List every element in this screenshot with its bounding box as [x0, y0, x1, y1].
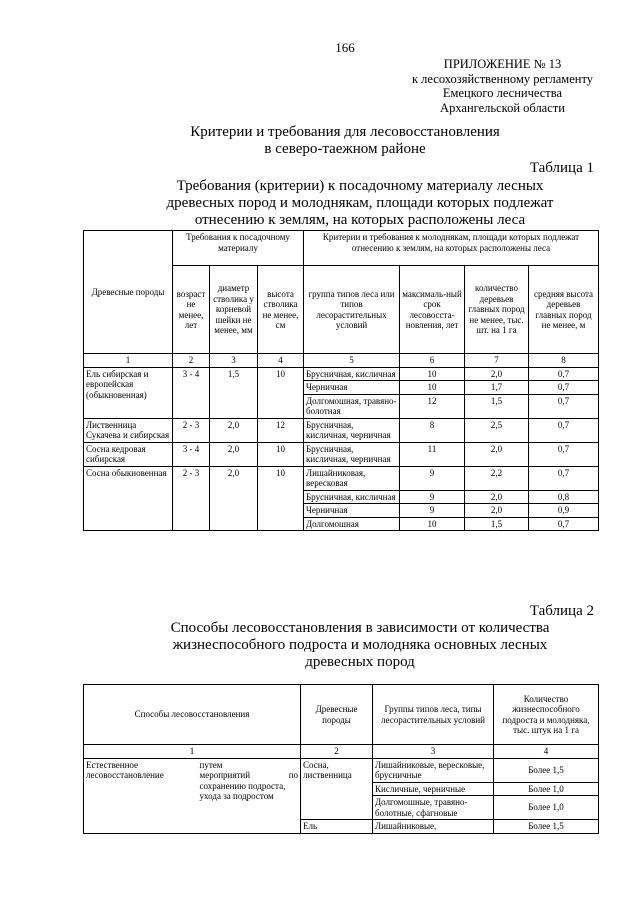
appendix-line2: Емецкого лесничества [442, 86, 563, 100]
t1-count: 2,0 [465, 504, 529, 518]
t1-species: Лиственница Сукачева и сибирская [84, 418, 173, 442]
t2-forest-group: Лишайниковые, [373, 820, 494, 834]
t1-header-young: Критерии и требования к молоднякам, площади которых подлежат отнесению к землям, на которых расположены леса [304, 231, 599, 266]
t1-colnum: 1 [84, 354, 173, 368]
t1-forest-type: Долгомошная [304, 517, 400, 531]
t2-count: Более 1,0 [494, 796, 599, 820]
t1-species: Ель сибирская и европейская (обыкновенная) [84, 367, 173, 418]
t1-forest-type: Черничная [304, 381, 400, 395]
t1-height: 12 [258, 418, 304, 442]
t1-term: 9 [400, 504, 465, 518]
t2-colnum: 1 [84, 745, 301, 759]
table2-title-line3: древесных пород [305, 654, 415, 670]
t2-header-count: Количество жизнеспособного подроста и молодняка, тыс. штук на 1 га [494, 685, 599, 745]
t2-forest-group: Кисличные, черничные [373, 782, 494, 796]
t2-method-desc-b: мероприятий [199, 770, 251, 780]
t1-term: 9 [400, 490, 465, 504]
t1-avg-height: 0,7 [529, 466, 599, 490]
t1-count: 1,5 [465, 517, 529, 531]
t1-age: 3 - 4 [173, 442, 210, 466]
t1-age: 2 - 3 [173, 418, 210, 442]
t2-method-desc-d: сохранению подроста, ухода за подростом [199, 780, 286, 801]
t2-forest-group: Долгомошные, травяно-болотные, сфагновые [373, 796, 494, 820]
t1-forest-type: Брусничная, кисличная, черничная [304, 418, 400, 442]
t1-colnum: 7 [465, 354, 529, 368]
criteria-heading [120, 124, 570, 158]
t1-avg-height: 0,7 [529, 442, 599, 466]
t2-count: Более 1,5 [494, 758, 599, 782]
t1-avg-height: 0,9 [529, 504, 599, 518]
t1-term: 10 [400, 517, 465, 531]
appendix-line1: к лесохозяйственному регламенту [411, 71, 594, 86]
appendix-line3: Архангельской области [440, 100, 565, 115]
table2-title-line1: Способы лесовосстановления в зависимости от количества [170, 620, 550, 636]
t1-term: 10 [400, 367, 465, 381]
table2-label: Таблица 2 [529, 603, 594, 619]
t1-term: 11 [400, 442, 465, 466]
t1-forest-type: Лишайниковая, вересковая [304, 466, 400, 490]
t1-colnum: 5 [304, 354, 400, 368]
table1-title [95, 178, 625, 229]
t2-method-desc-row [200, 770, 299, 781]
t1-forest-type: Брусничная, кисличная, черничная [304, 442, 400, 466]
table1-title-line1: Требования (критерии) к посадочному материалу лесных [176, 178, 544, 194]
t1-count: 2,0 [465, 442, 529, 466]
t2-header-methods: Способы лесовосстановления [84, 685, 301, 745]
t1-header-count: количество деревьев главных пород не менее, тыс. шт. на 1 га [465, 266, 529, 354]
t2-method-desc-a: путем [199, 759, 223, 770]
t1-header-diameter: диаметр стволика у корневой шейки не менее, мм [210, 266, 258, 354]
t1-avg-height: 0,7 [529, 394, 599, 418]
t2-colnum: 3 [373, 745, 494, 759]
t1-diameter: 2,0 [210, 466, 258, 531]
t1-colnum: 2 [173, 354, 210, 368]
t1-diameter: 2,0 [210, 418, 258, 442]
t1-species: Сосна обыкновенная [84, 466, 173, 531]
t1-header-forest-type: группа типов леса или типов лесорастительных условий [304, 266, 400, 354]
t2-method-desc [198, 758, 301, 833]
table2-title-line2: жизнеспособного подроста и молодняка основных лесных [172, 637, 548, 653]
t1-avg-height: 0,7 [529, 381, 599, 395]
t1-forest-type: Черничная [304, 504, 400, 518]
t1-count: 2,5 [465, 418, 529, 442]
t1-avg-height: 0,7 [529, 418, 599, 442]
t1-header-max-term: максималь-ный срок лесовосста-новления, лет [400, 266, 465, 354]
table2-title [95, 620, 625, 671]
t2-colnum: 4 [494, 745, 599, 759]
appendix-title: ПРИЛОЖЕНИЕ № 13 [443, 57, 562, 71]
table2 [83, 684, 599, 834]
t1-forest-type: Долгомошная, травяно-болотная [304, 394, 400, 418]
t1-count: 2,0 [465, 367, 529, 381]
t2-count: Более 1,0 [494, 782, 599, 796]
t2-species: Ель [301, 820, 373, 834]
t2-forest-group: Лишайниковые, вересковые, брусничные [373, 758, 494, 782]
t1-diameter: 2,0 [210, 442, 258, 466]
t1-forest-type: Брусничная, кисличная [304, 367, 400, 381]
t1-species: Сосна кедровая сибирская [84, 442, 173, 466]
t1-age: 3 - 4 [173, 367, 210, 418]
t1-colnum: 8 [529, 354, 599, 368]
table1 [83, 230, 599, 531]
t1-term: 8 [400, 418, 465, 442]
t1-header-planting: Требования к посадочному материалу [173, 231, 304, 266]
t1-height: 10 [258, 466, 304, 531]
t2-header-forest-groups: Группы типов леса, типы лесорастительных условий [373, 685, 494, 745]
t1-diameter: 1,5 [210, 367, 258, 418]
t1-colnum: 6 [400, 354, 465, 368]
t1-header-avg-height: средняя высота деревьев главных пород не менее, м [529, 266, 599, 354]
table1-label: Таблица 1 [529, 160, 594, 176]
appendix-header [405, 57, 600, 115]
t1-count: 1,5 [465, 394, 529, 418]
t1-header-species: Древесные породы [84, 231, 173, 354]
table1-title-line3: отнесению к землям, на которых расположены леса [194, 212, 526, 228]
t1-forest-type: Брусничная, кисличная [304, 490, 400, 504]
t1-count: 2,0 [465, 490, 529, 504]
t2-count: Более 1,5 [494, 820, 599, 834]
t2-header-species: Древесные породы [301, 685, 373, 745]
criteria-line1: Критерии и требования для лесовосстановления [190, 124, 500, 140]
t1-term: 10 [400, 381, 465, 395]
t1-avg-height: 0,7 [529, 517, 599, 531]
criteria-line2: в северо-таежном районе [264, 141, 426, 157]
t1-height: 10 [258, 442, 304, 466]
t1-count: 1,7 [465, 381, 529, 395]
page-number: 166 [335, 40, 355, 55]
t1-colnum: 4 [258, 354, 304, 368]
t1-avg-height: 0,7 [529, 367, 599, 381]
t1-height: 10 [258, 367, 304, 418]
t1-colnum: 3 [210, 354, 258, 368]
t1-count: 2,2 [465, 466, 529, 490]
t1-avg-height: 0,8 [529, 490, 599, 504]
t1-term: 9 [400, 466, 465, 490]
t2-method-desc-c: по [288, 770, 299, 780]
table1-title-line2: древесных пород и молоднякам, площади которых подлежат [166, 195, 554, 211]
t1-header-height: высота стволика не менее, см [258, 266, 304, 354]
t2-species: Сосна, лиственница [301, 758, 373, 820]
t2-colnum: 2 [301, 745, 373, 759]
t1-term: 12 [400, 394, 465, 418]
t1-header-age: возраст не менее, лет [173, 266, 210, 354]
t1-age: 2 - 3 [173, 466, 210, 531]
t2-method-name: Естественное лесовосстановление [84, 758, 198, 833]
